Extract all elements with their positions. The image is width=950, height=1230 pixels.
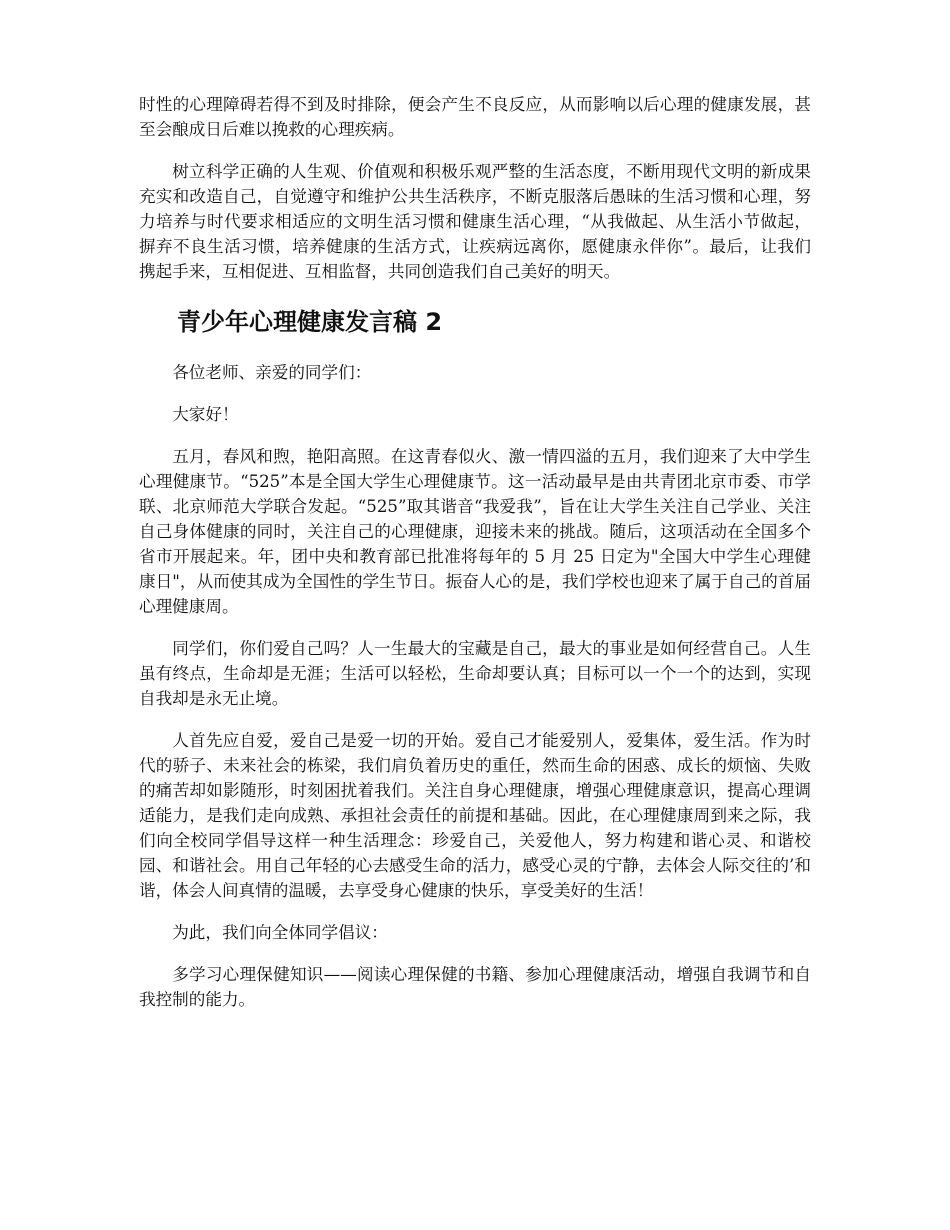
salutation: 各位老师、亲爱的同学们：	[172, 363, 372, 382]
paragraph-love: 同学们，你们爱自己吗？人一生最大的宝藏是自己，最大的事业是如何经营自己。人生虽有终点，生命却是无涯；生活可以轻松，生命却要认真；目标可以一个一个的达到，实现自我却是永无止境。	[139, 639, 811, 708]
paragraph-continued: 时性的心理障碍若得不到及时排除，便会产生不良反应，从而影响以后心理的健康发展，甚至会酿成日后难以挽救的心理疾病。	[139, 95, 811, 139]
paragraph-self: 人首先应自爱，爱自己是爱一切的开始。爱自己才能爱别人，爱集体，爱生活。作为时代的骄子、未来社会的栋梁，我们肩负着历史的重任，然而生命的困惑、成长的烦恼、失败的痛苦却如影随形，时刻困扰着我们。关注自身心理健康，增强心理健康意识，提高心理调适能力，是我们走向成熟、承担社会责任的前提和基础。因此，在心理健康周到来之际，我们向全校同学倡导这样一种生活理念：珍爱自己，关爱他人，努力构建和谐心灵、和谐校园、和谐社会。用自己年轻的心去感受生命的活力，感受心灵的宁静，去体会人际交往的’和谐，体会人间真情的温暖，去享受身心健康的快乐，享受美好的生活！	[139, 731, 811, 900]
section-heading: 青少年心理健康发言稿 2	[177, 308, 443, 336]
paragraph-science: 树立科学正确的人生观、价值观和积极乐观严整的生活态度，不断用现代文明的新成果充实和改造自己，自觉遵守和维护公共生活秩序，不断克服落后愚昧的生活习惯和心理，努力培养与时代要求相适应的文明生活习惯和健康生活心理，“从我做起、从生活小节做起，摒弃不良生活习惯，培养健康的生活方式，让疾病远离你，愿健康永伴你”。最后，让我们携起手来，互相促进、互相监督，共同创造我们自己美好的明天。	[139, 162, 811, 281]
paragraph-proposal: 为此，我们向全体同学倡议：	[172, 923, 388, 942]
paragraph-may: 五月，春风和煦，艳阳高照。在这青春似火、激一情四溢的五月，我们迎来了大中学生心理健康节。“525”本是全国大学生心理健康节。这一活动最早是由共青团北京市委、市学联、北京师范大学联合发起。“525”取其谐音“我爱我”，旨在让大学生关注自己学业、关注自己身体健康的同时，关注自己的心理健康，迎接未来的挑战。随后，这项活动在全国多个省市开展起来。年，团中央和教育部已批准将每年的 5 月 25 日定为"全国大中学生心理健康日"，从而使其成为全国性的学生节日。振奋人心的是，我们学校也迎来了属于自己的首届心理健康周。	[139, 447, 811, 616]
greeting: 大家好！	[172, 405, 239, 424]
paragraph-learn: 多学习心理保健知识——阅读心理保健的书籍、参加心理健康活动，增强自我调节和自我控制的能力。	[139, 965, 811, 1009]
document-page	[139, 92, 811, 1012]
